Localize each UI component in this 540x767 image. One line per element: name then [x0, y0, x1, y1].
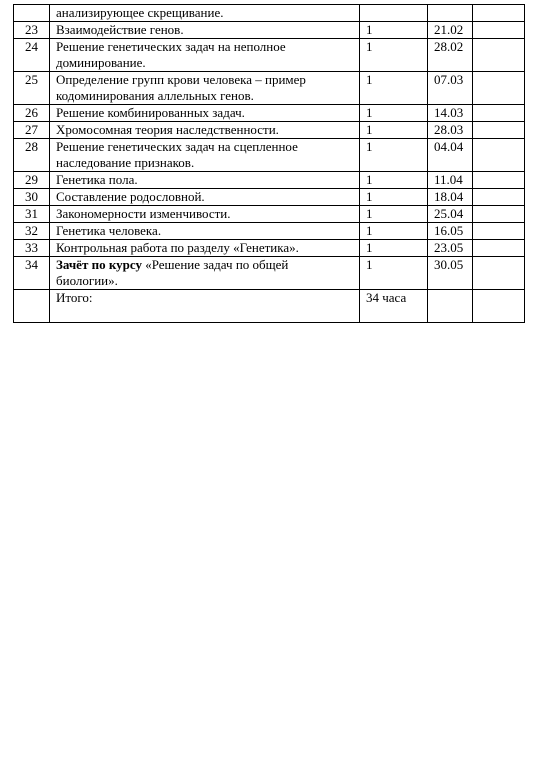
cell-date: [428, 5, 473, 22]
cell-num: [14, 290, 50, 323]
cell-num: 23: [14, 22, 50, 39]
cell-topic: [50, 257, 360, 290]
cell-note: [473, 22, 525, 39]
cell-note: [473, 139, 525, 172]
table-row-final-test: [14, 257, 525, 290]
cell-note: [473, 257, 525, 290]
cell-num: [14, 5, 50, 22]
table-row: [14, 139, 525, 172]
total-hours: 34 часа: [360, 290, 428, 323]
cell-date: 18.04: [428, 189, 473, 206]
cell-note: [473, 240, 525, 257]
cell-topic: Определение групп крови человека – пример кодоминирования аллельных генов.: [50, 72, 360, 105]
cell-note: [473, 105, 525, 122]
cell-date: 21.02: [428, 22, 473, 39]
table-row: [14, 223, 525, 240]
cell-num: 29: [14, 172, 50, 189]
cell-date: 28.02: [428, 39, 473, 72]
cell-date: 30.05: [428, 257, 473, 290]
topic-rest-part: «Решение задач по общей биологии».: [56, 257, 289, 288]
cell-hours: 1: [360, 189, 428, 206]
cell-note: [473, 223, 525, 240]
total-label: Итого:: [50, 290, 360, 323]
cell-date: 25.04: [428, 206, 473, 223]
cell-note: [473, 206, 525, 223]
table-row-total: [14, 290, 525, 323]
table-row: [14, 206, 525, 223]
cell-hours: 1: [360, 22, 428, 39]
cell-topic: Решение генетических задач на неполное доминирование.: [50, 39, 360, 72]
cell-date: 16.05: [428, 223, 473, 240]
cell-topic: Взаимодействие генов.: [50, 22, 360, 39]
cell-num: 28: [14, 139, 50, 172]
cell-topic: Составление родословной.: [50, 189, 360, 206]
cell-num: 26: [14, 105, 50, 122]
cell-hours: 1: [360, 139, 428, 172]
table-row: [14, 22, 525, 39]
cell-hours: 1: [360, 172, 428, 189]
cell-topic: Хромосомная теория наследственности.: [50, 122, 360, 139]
cell-note: [473, 189, 525, 206]
cell-topic: Генетика пола.: [50, 172, 360, 189]
cell-hours: 1: [360, 206, 428, 223]
lesson-schedule-table: [13, 4, 525, 323]
cell-topic: Решение генетических задач на сцепленное наследование признаков.: [50, 139, 360, 172]
cell-note: [473, 122, 525, 139]
cell-note: [473, 72, 525, 105]
cell-hours: 1: [360, 223, 428, 240]
cell-hours: 1: [360, 257, 428, 290]
cell-topic: Контрольная работа по разделу «Генетика».: [50, 240, 360, 257]
cell-num: 32: [14, 223, 50, 240]
table-row: [14, 189, 525, 206]
table-row: [14, 72, 525, 105]
cell-hours: 1: [360, 122, 428, 139]
cell-hours: 1: [360, 72, 428, 105]
cell-date: 04.04: [428, 139, 473, 172]
cell-topic: анализирующее скрещивание.: [50, 5, 360, 22]
cell-hours: [360, 5, 428, 22]
cell-topic: Закономерности изменчивости.: [50, 206, 360, 223]
cell-num: 34: [14, 257, 50, 290]
cell-date: 11.04: [428, 172, 473, 189]
cell-note: [473, 172, 525, 189]
cell-topic: Решение комбинированных задач.: [50, 105, 360, 122]
cell-num: 27: [14, 122, 50, 139]
cell-num: 30: [14, 189, 50, 206]
cell-date: 23.05: [428, 240, 473, 257]
cell-hours: 1: [360, 240, 428, 257]
table-row-continuation: [14, 5, 525, 22]
cell-num: 33: [14, 240, 50, 257]
cell-note: [473, 290, 525, 323]
cell-num: 24: [14, 39, 50, 72]
topic-bold-part: Зачёт по курсу: [56, 257, 142, 272]
cell-num: 31: [14, 206, 50, 223]
cell-date: 07.03: [428, 72, 473, 105]
table-row: [14, 240, 525, 257]
table-row: [14, 39, 525, 72]
cell-date: 14.03: [428, 105, 473, 122]
cell-hours: 1: [360, 105, 428, 122]
table-row: [14, 172, 525, 189]
cell-date: [428, 290, 473, 323]
cell-hours: 1: [360, 39, 428, 72]
cell-num: 25: [14, 72, 50, 105]
table-row: [14, 122, 525, 139]
cell-topic: Генетика человека.: [50, 223, 360, 240]
table-row: [14, 105, 525, 122]
cell-note: [473, 5, 525, 22]
cell-note: [473, 39, 525, 72]
cell-date: 28.03: [428, 122, 473, 139]
